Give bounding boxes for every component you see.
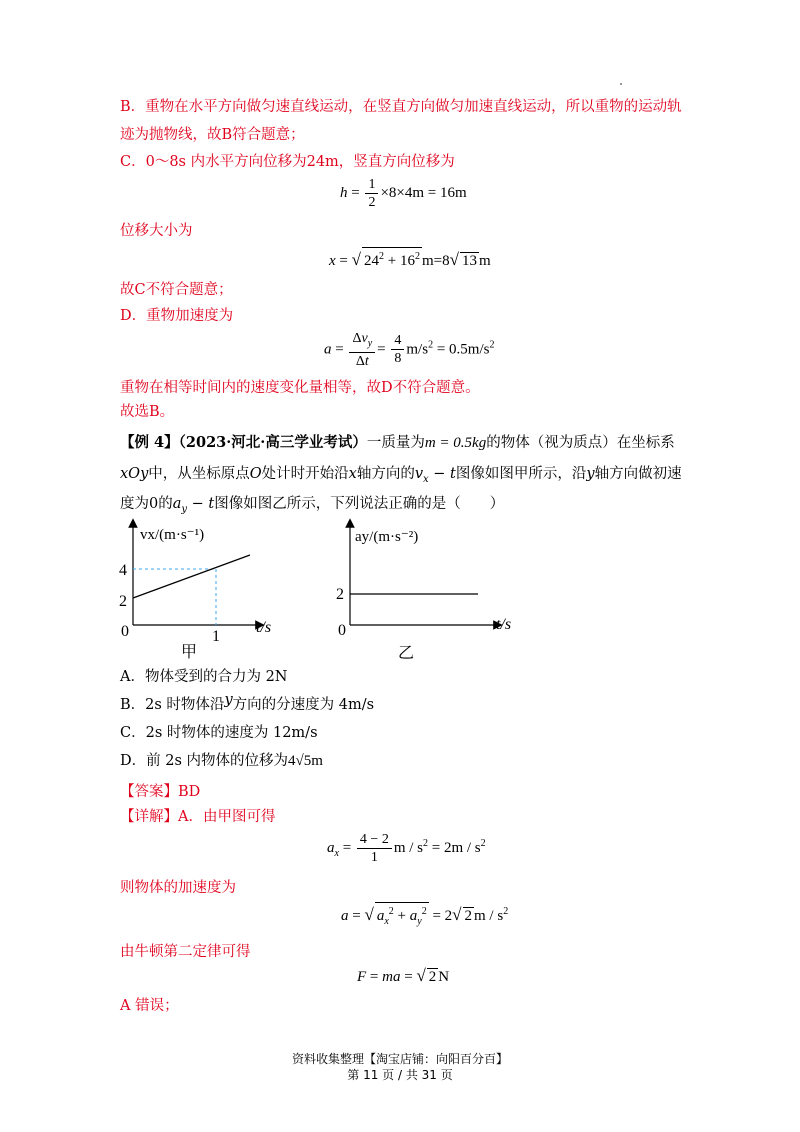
text-2f: 轴方向的 — [356, 466, 415, 482]
equation-f: F = ma = √ 2 N — [357, 966, 450, 985]
jia-ytick-4: 4 — [119, 562, 127, 579]
explain-line1 — [120, 806, 275, 828]
answer-value: BD — [178, 784, 201, 800]
yi-ytick-2: 2 — [336, 586, 344, 603]
equation-h: h = $\frac{1}{2}$ ×8×4m = 16m — [340, 177, 467, 210]
jia-line — [133, 555, 250, 598]
var-x: x — [348, 466, 357, 482]
text-2b: 中，从坐标原点 — [148, 466, 250, 482]
explain-accel: 则物体的加速度为 — [120, 880, 236, 896]
yi-ytick-0: 0 — [338, 622, 346, 639]
option-b — [120, 694, 374, 716]
option-d-conclusion: 重物在相等时间内的速度变化量相等，故D不符合题意。 — [120, 380, 480, 396]
graph-jia — [110, 515, 300, 665]
example-label: 【例 4】 — [120, 434, 179, 451]
text-2d: 处计时开始沿 — [261, 466, 349, 482]
var-xoy: xOy — [120, 466, 149, 482]
example-text1: 一质量为 — [366, 435, 425, 451]
yi-caption: 乙 — [398, 645, 415, 662]
jia-ytick-0: 0 — [121, 623, 129, 640]
jia-xtick-1: 1 — [212, 628, 220, 645]
explain-newton: 由牛顿第二定律可得 — [120, 944, 251, 960]
footer-page: 第 11 页 / 共 31 页 — [347, 1068, 453, 1082]
example-line3: 度为0的$a_y - t$图像如图乙所示，下列说法正确的是（ ） — [120, 496, 505, 515]
var-a: a — [172, 496, 182, 512]
example-line2: xOy中，从坐标原点O处计时开始沿x轴方向的$v_x - t$图像如图甲所示，沿y轴方向做初速 — [120, 466, 682, 485]
var-t2: − t — [187, 496, 215, 512]
explain-a-wrong: A 错误； — [120, 998, 179, 1014]
choose-line: 故选B。 — [120, 404, 175, 420]
option-b-text1: B．2s 时物体沿 — [120, 697, 225, 713]
option-c: C．2s 时物体的速度为 12m/s — [120, 725, 318, 741]
yi-xlabel: t/s — [496, 616, 512, 633]
option-d-line1: D．重物加速度为 — [120, 308, 234, 324]
option-d-value: 4√5m — [288, 753, 323, 769]
displacement-label: 位移大小为 — [120, 223, 193, 239]
jia-caption: 甲 — [181, 644, 198, 661]
equation-x: x = √ $24^2 + 16^2$ m=8√ 13 m — [329, 247, 491, 270]
text-3a: 度为0的 — [120, 496, 173, 512]
explain-label: 【详解】 — [120, 809, 178, 825]
equation-ax: $a_x$ = $\frac{4 - 2}{1}$ $m / s^2 = 2m / s^2$ — [327, 832, 486, 865]
text-2i: 图像如图甲所示，沿 — [455, 466, 587, 482]
option-b-line1: B．重物在水平方向做匀速直线运动，在竖直方向做匀加速直线运动，所以重物的运动轨 — [120, 99, 682, 115]
var-y: y — [586, 466, 595, 482]
equation-a-total: a = √ $a_x^2 + a_y^2 = 2√$ 2 m / $s^2$ — [341, 902, 508, 930]
answer-line — [120, 781, 200, 803]
equation-a: a = $\frac{\Delta v_y}{\Delta t}$ = $\frac{4}{8}$ $m/s^2 = 0.5m/s^2$ — [324, 331, 495, 369]
var-v: v — [414, 466, 424, 482]
var-t1: − t — [428, 466, 456, 482]
example-text2: 的物体（视为质点）在坐标系 — [486, 435, 675, 451]
option-c-conclusion: 故C不符合题意； — [120, 282, 233, 298]
option-b-line2: 迹为抛物线，故B符合题意； — [120, 127, 305, 143]
example-mass: m = 0.5kg — [424, 435, 487, 451]
option-b-var: y — [224, 692, 233, 708]
answer-label: 【答案】 — [120, 784, 178, 800]
speck — [620, 83, 622, 85]
jia-ylabel: vx/(m·s⁻¹) — [140, 527, 205, 543]
jia-ytick-2: 2 — [119, 593, 127, 610]
option-b-text2: 方向的分速度为 4m/s — [232, 697, 375, 713]
text-2k: 轴方向做初速 — [594, 466, 682, 482]
yi-ylabel: ay/(m·s⁻²) — [355, 529, 419, 545]
var-o: O — [249, 466, 262, 482]
option-d-text: D．前 2s 内物体的位移为 — [120, 753, 289, 769]
option-a: A．物体受到的合力为 2N — [120, 669, 288, 685]
footer-source: 资料收集整理【淘宝店铺：向阳百分百】 — [291, 1052, 508, 1066]
explain-a-intro: A．由甲图可得 — [178, 809, 276, 825]
option-d — [120, 750, 323, 772]
jia-xlabel: t/s — [256, 619, 272, 636]
graph-yi — [330, 515, 530, 665]
text-3d: 图像如图乙所示，下列说法正确的是（ ） — [214, 496, 505, 512]
option-c-line1: C．0～8s 内水平方向位移为24m，竖直方向位移为 — [120, 154, 455, 170]
example-line1 — [120, 432, 675, 454]
example-source: （2023·河北·高三学业考试） — [178, 434, 367, 451]
